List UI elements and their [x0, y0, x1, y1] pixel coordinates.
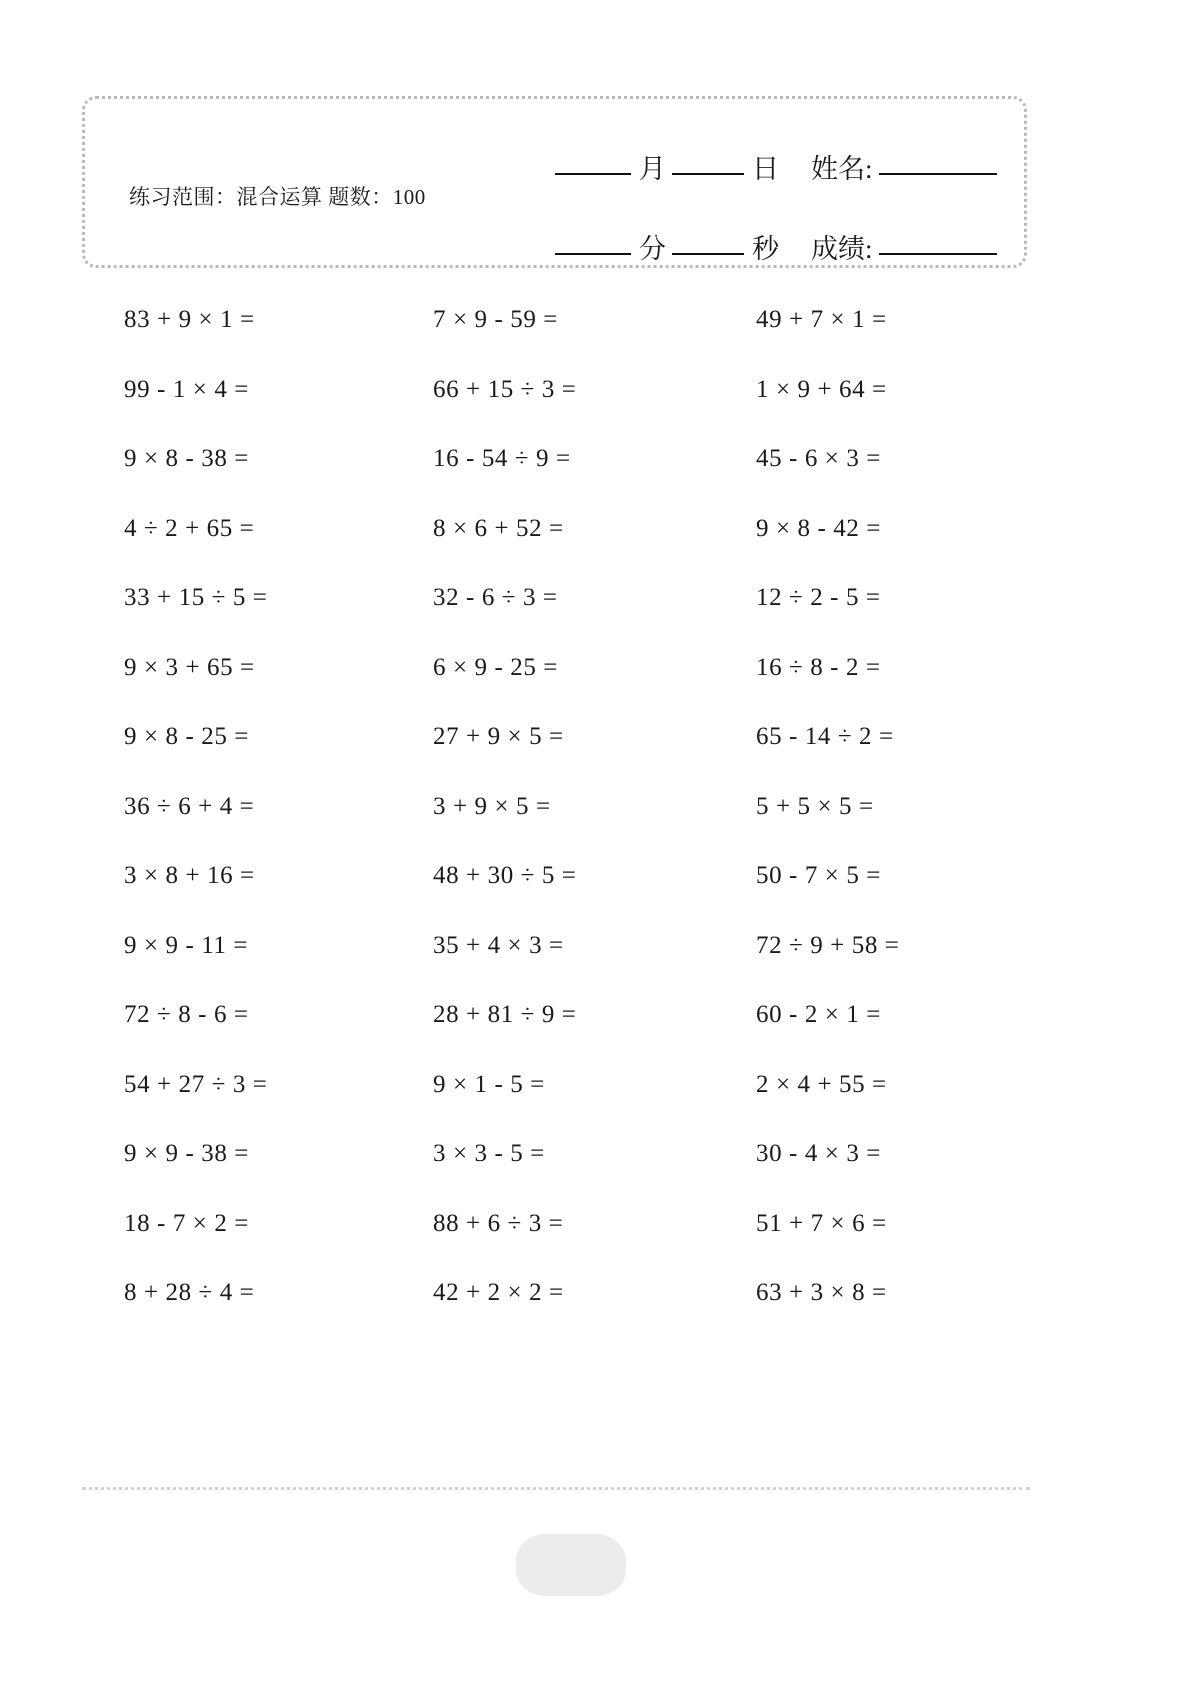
student-meta-block: [555, 125, 1015, 263]
problem-item: 51 + 7 × 6 =: [756, 1209, 887, 1237]
name-blank-line[interactable]: [879, 172, 997, 175]
day-label: 日: [752, 154, 779, 184]
date-row: [555, 125, 1015, 183]
second-blank-line[interactable]: [672, 252, 744, 255]
problem-item: 1 × 9 + 64 =: [756, 375, 887, 403]
problem-item: 9 × 1 - 5 =: [433, 1070, 545, 1098]
minute-blank-line[interactable]: [555, 252, 631, 255]
month-blank-line[interactable]: [555, 172, 631, 175]
problem-item: 9 × 8 - 25 =: [124, 723, 249, 750]
time-row: [555, 205, 1015, 263]
problem-item: 42 + 2 × 2 =: [433, 1279, 564, 1306]
practice-scope-label: 练习范围：混合运算 题数：100: [129, 185, 426, 209]
problem-item: 3 × 8 + 16 =: [124, 862, 255, 889]
day-blank-line[interactable]: [672, 172, 744, 175]
problem-item: 83 + 9 × 1 =: [124, 306, 255, 333]
problem-item: 9 × 9 - 11 =: [124, 931, 249, 959]
footer-divider: [82, 1487, 1030, 1490]
problem-item: 28 + 81 ÷ 9 =: [433, 1001, 577, 1028]
score-blank-line[interactable]: [879, 252, 997, 255]
problem-item: 72 ÷ 9 + 58 =: [756, 931, 900, 959]
problem-item: 8 × 6 + 52 =: [433, 514, 564, 542]
problem-item: 9 × 8 - 42 =: [756, 514, 881, 542]
problem-item: 72 ÷ 8 - 6 =: [124, 1001, 249, 1028]
problem-item: 16 - 54 ÷ 9 =: [433, 445, 571, 472]
month-label: 月: [639, 154, 666, 184]
problem-item: 66 + 15 ÷ 3 =: [433, 375, 577, 403]
problem-item: 65 - 14 ÷ 2 =: [756, 723, 894, 750]
problem-item: 2 × 4 + 55 =: [756, 1070, 887, 1098]
problem-item: 49 + 7 × 1 =: [756, 306, 887, 333]
name-label: 姓名:: [811, 154, 873, 184]
problem-item: 50 - 7 × 5 =: [756, 862, 881, 889]
problem-item: 32 - 6 ÷ 3 =: [433, 584, 558, 611]
problem-item: 16 ÷ 8 - 2 =: [756, 653, 881, 681]
second-label: 秒: [752, 234, 779, 264]
problem-item: 88 + 6 ÷ 3 =: [433, 1209, 564, 1237]
problem-item: 3 + 9 × 5 =: [433, 792, 551, 820]
problem-item: 9 × 8 - 38 =: [124, 445, 249, 472]
problem-item: 9 × 9 - 38 =: [124, 1140, 249, 1167]
problem-item: 9 × 3 + 65 =: [124, 653, 255, 681]
minute-label: 分: [639, 234, 666, 264]
page-number-badge: [516, 1534, 626, 1596]
problem-item: 3 × 3 - 5 =: [433, 1140, 545, 1167]
problem-item: 99 - 1 × 4 =: [124, 375, 249, 403]
problem-item: 45 - 6 × 3 =: [756, 445, 881, 472]
problem-item: 6 × 9 - 25 =: [433, 653, 558, 681]
problem-item: 33 + 15 ÷ 5 =: [124, 584, 268, 611]
problem-item: 30 - 4 × 3 =: [756, 1140, 881, 1167]
problem-item: 48 + 30 ÷ 5 =: [433, 862, 577, 889]
problem-item: 54 + 27 ÷ 3 =: [124, 1070, 268, 1098]
problem-item: 27 + 9 × 5 =: [433, 723, 564, 750]
problem-item: 60 - 2 × 1 =: [756, 1001, 881, 1028]
problem-item: 8 + 28 ÷ 4 =: [124, 1279, 255, 1306]
problem-grid: [82, 285, 1027, 1328]
problem-item: 5 + 5 × 5 =: [756, 792, 874, 820]
problem-item: 35 + 4 × 3 =: [433, 931, 564, 959]
problem-item: 63 + 3 × 8 =: [756, 1279, 887, 1306]
score-label: 成绩:: [811, 234, 873, 264]
problem-item: 7 × 9 - 59 =: [433, 306, 558, 333]
problem-item: 4 ÷ 2 + 65 =: [124, 514, 255, 542]
problem-item: 18 - 7 × 2 =: [124, 1209, 249, 1237]
worksheet-header-box: [82, 96, 1027, 268]
problem-item: 12 ÷ 2 - 5 =: [756, 584, 881, 611]
problem-item: 36 ÷ 6 + 4 =: [124, 792, 255, 820]
